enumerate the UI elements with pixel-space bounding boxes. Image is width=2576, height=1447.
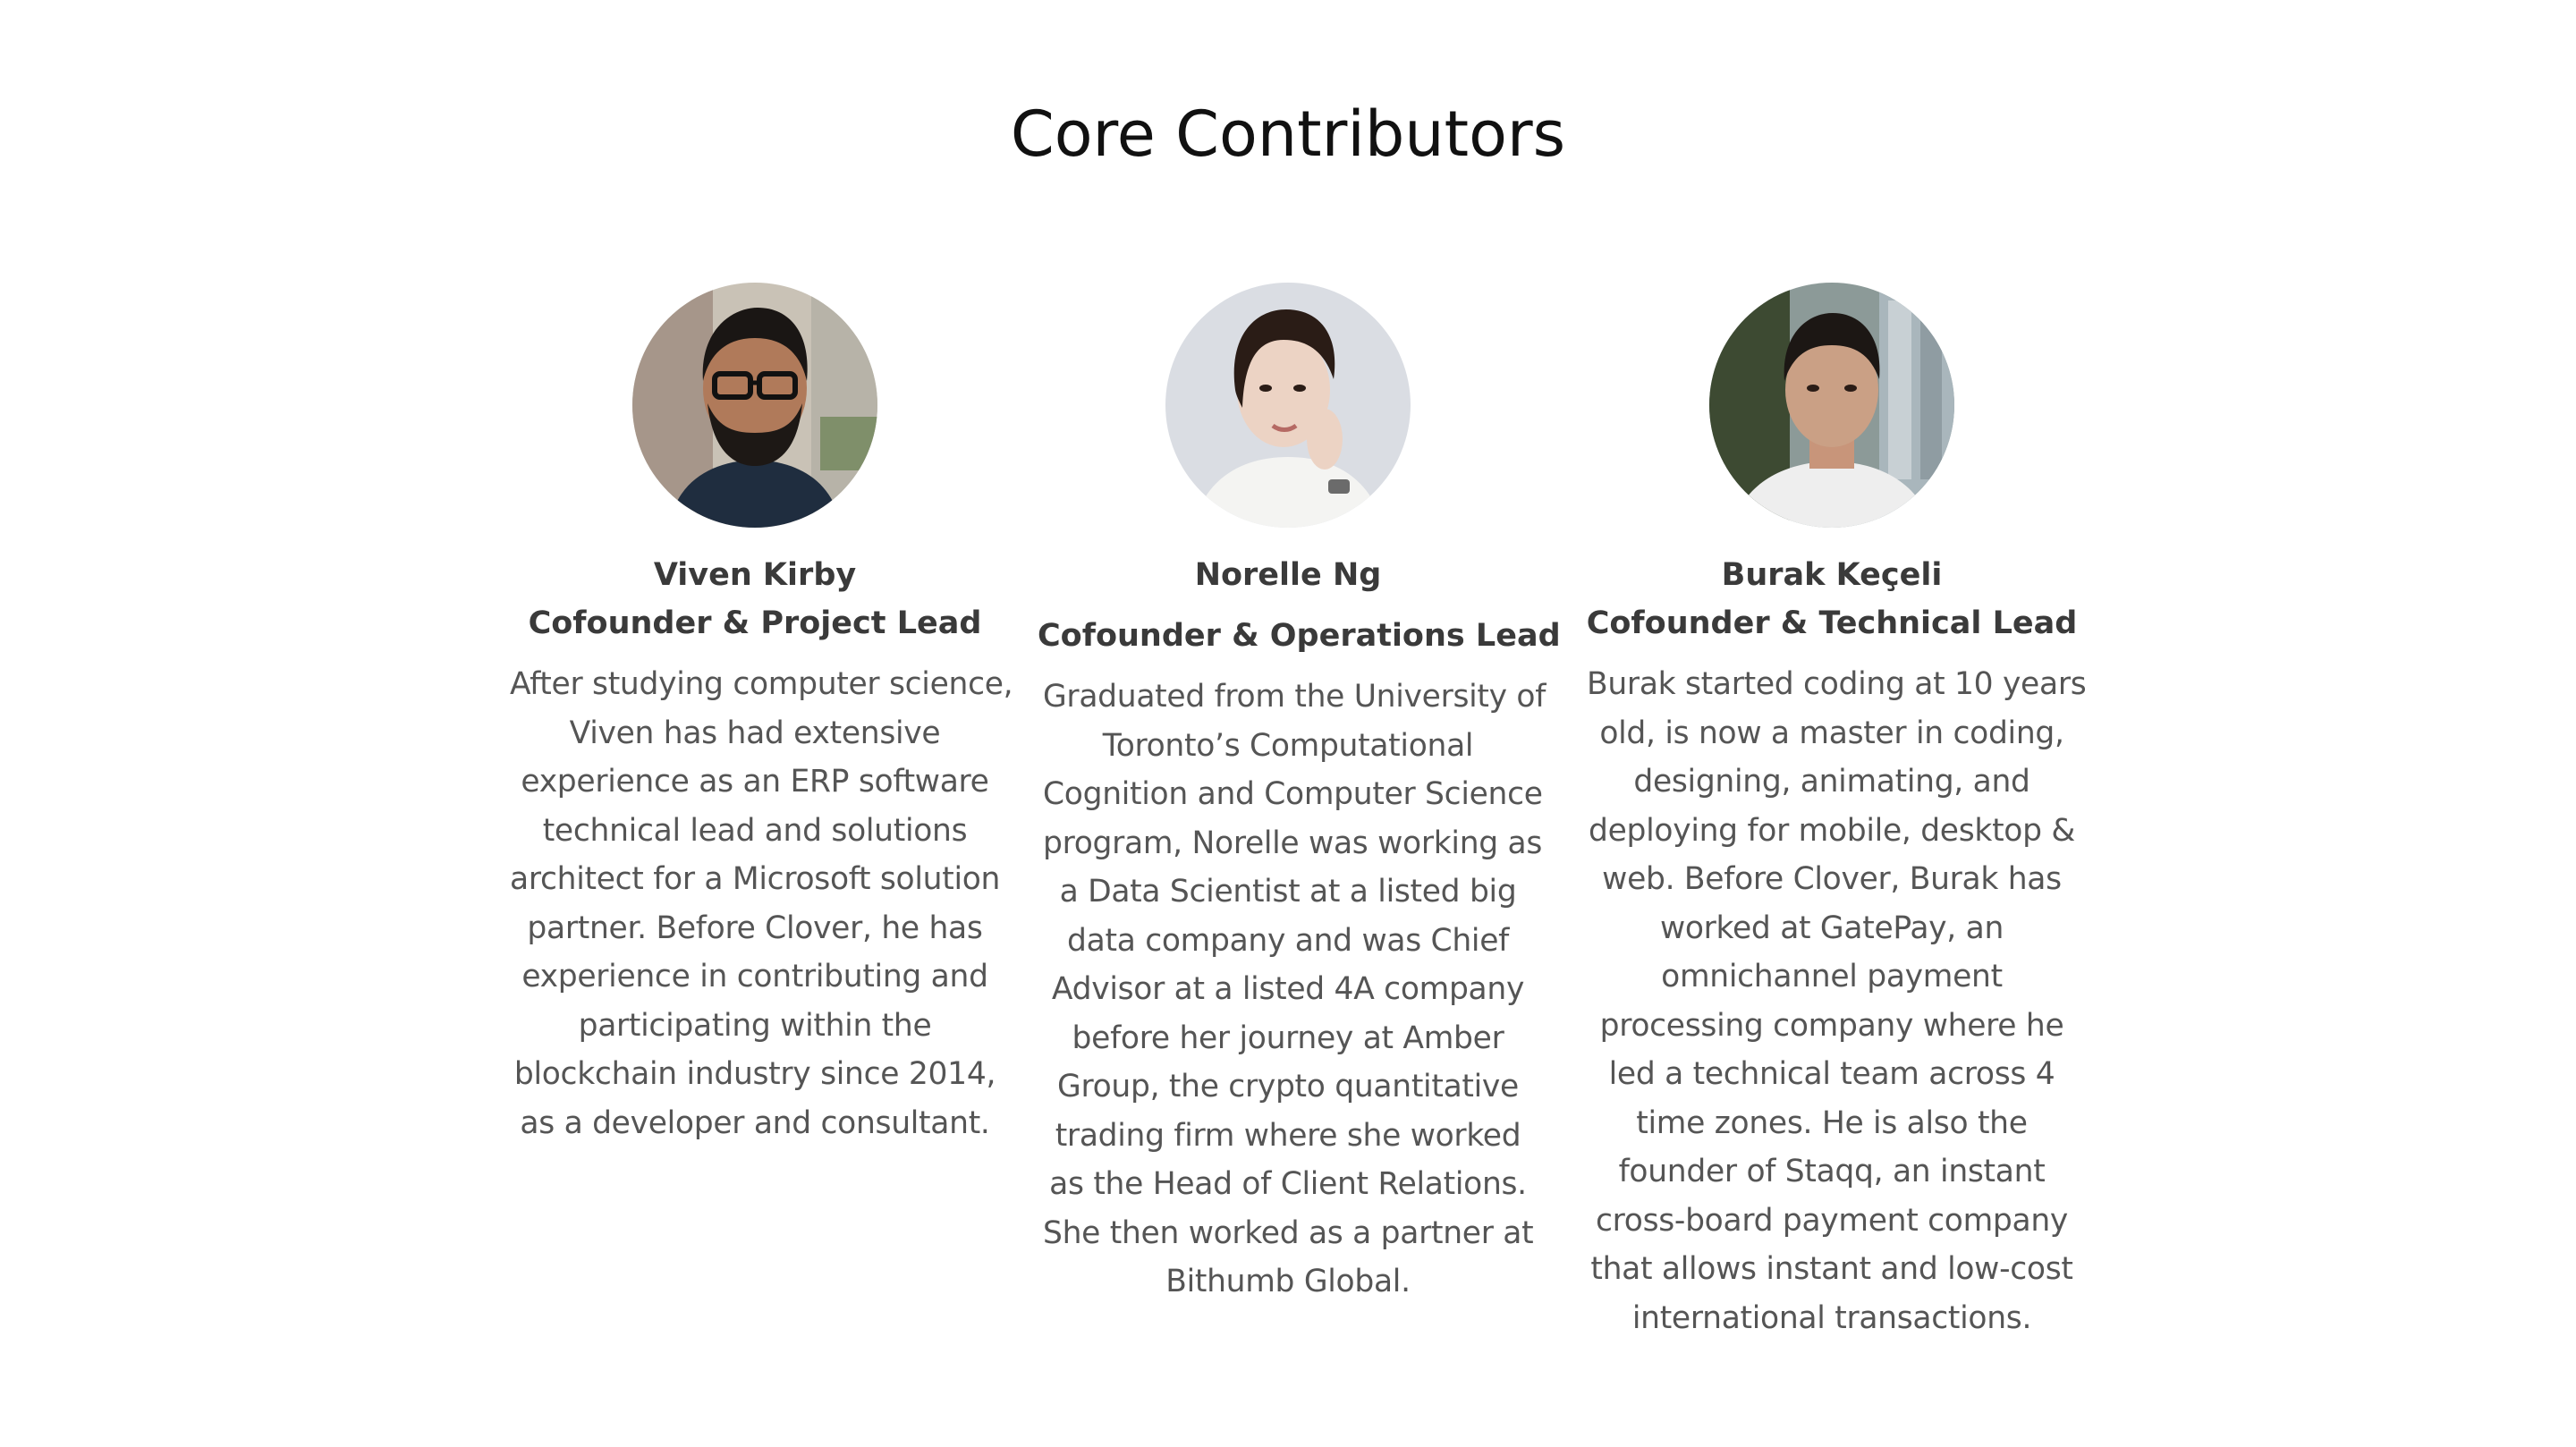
bio-line: Cognition and Computer Science [1043,776,1543,812]
bio-line: web. Before Clover, Burak has [1602,861,2062,897]
bio-line: Advisor at a listed 4A company [1051,971,1525,1007]
contributor-card [1038,283,1561,1307]
bio-line: that allows instant and low-cost [1590,1251,2073,1287]
bio-line: Graduated from the University of [1043,679,1546,715]
bio-line: partner. Before Clover, he has [527,910,983,946]
contributor-name: Norelle Ng [1194,557,1382,593]
bio-line: architect for a Microsoft solution [510,861,1001,897]
bio-line: international transactions. [1631,1299,2032,1336]
contributor-role: Cofounder & Project Lead [528,605,982,641]
bio-line: participating within the [578,1007,932,1044]
bio-line: data company and was Chief [1067,922,1509,959]
bio-line: time zones. He is also the [1636,1104,2028,1141]
contributor-role: Cofounder & Operations Lead [1038,618,1561,654]
bio-line: blockchain industry since 2014, [513,1056,996,1092]
bio-line: technical lead and solutions [542,812,968,849]
portrait-man-glasses-beard-image [632,283,877,528]
bio-line: trading firm where she worked [1055,1117,1521,1154]
bio-line: a Data Scientist at a listed big [1059,874,1517,910]
bio-line: cross-board payment company [1595,1202,2069,1239]
bio-line: Viven has had extensive [569,715,941,751]
bio-line: Burak started coding at 10 years [1587,666,2087,702]
bio-line: omnichannel payment [1661,959,2003,994]
bio-line: program, Norelle was working as [1043,825,1543,861]
portrait-young-man-outdoors-image [1709,283,1954,528]
contributor-name: Burak Keçeli [1721,557,1943,593]
bio-line: worked at GatePay, an [1659,910,2004,946]
bio-line: before her journey at Amber [1072,1020,1504,1056]
bio-line: as a developer and consultant. [520,1104,990,1141]
contributor-bio [1043,673,1546,1307]
contributor-bio [1587,660,2087,1342]
bio-line: processing company where he [1599,1007,2064,1044]
bio-line: founder of Staqq, an instant [1618,1154,2046,1189]
contributor-name: Viven Kirby [653,557,857,593]
contributor-photo [1709,283,1954,528]
bio-line: She then worked as a partner at [1043,1214,1534,1251]
bio-line: experience in contributing and [521,959,988,994]
section-title: Core Contributors [1010,97,1566,171]
bio-line: old, is now a master in coding, [1599,715,2064,751]
bio-line: designing, animating, and [1633,764,2030,800]
contributor-role: Cofounder & Technical Lead [1586,605,2078,641]
portrait-woman-short-hair-image [1165,283,1411,528]
bio-line: Bithumb Global. [1165,1264,1411,1299]
contributor-bio [510,660,1013,1147]
bio-line: led a technical team across 4 [1608,1056,2055,1092]
contributor-card [1581,283,2087,1342]
bio-line: experience as an ERP software [521,764,989,800]
contributor-photo [632,283,877,528]
bio-line: as the Head of Client Relations. [1049,1166,1527,1202]
bio-line: Toronto’s Computational [1102,727,1474,764]
bio-line: Group, the crypto quantitative [1057,1069,1519,1104]
contributor-card [504,283,1013,1147]
bio-line: deploying for mobile, desktop & [1589,812,2075,849]
contributor-photo [1165,283,1411,528]
bio-line: After studying computer science, [510,666,1013,702]
